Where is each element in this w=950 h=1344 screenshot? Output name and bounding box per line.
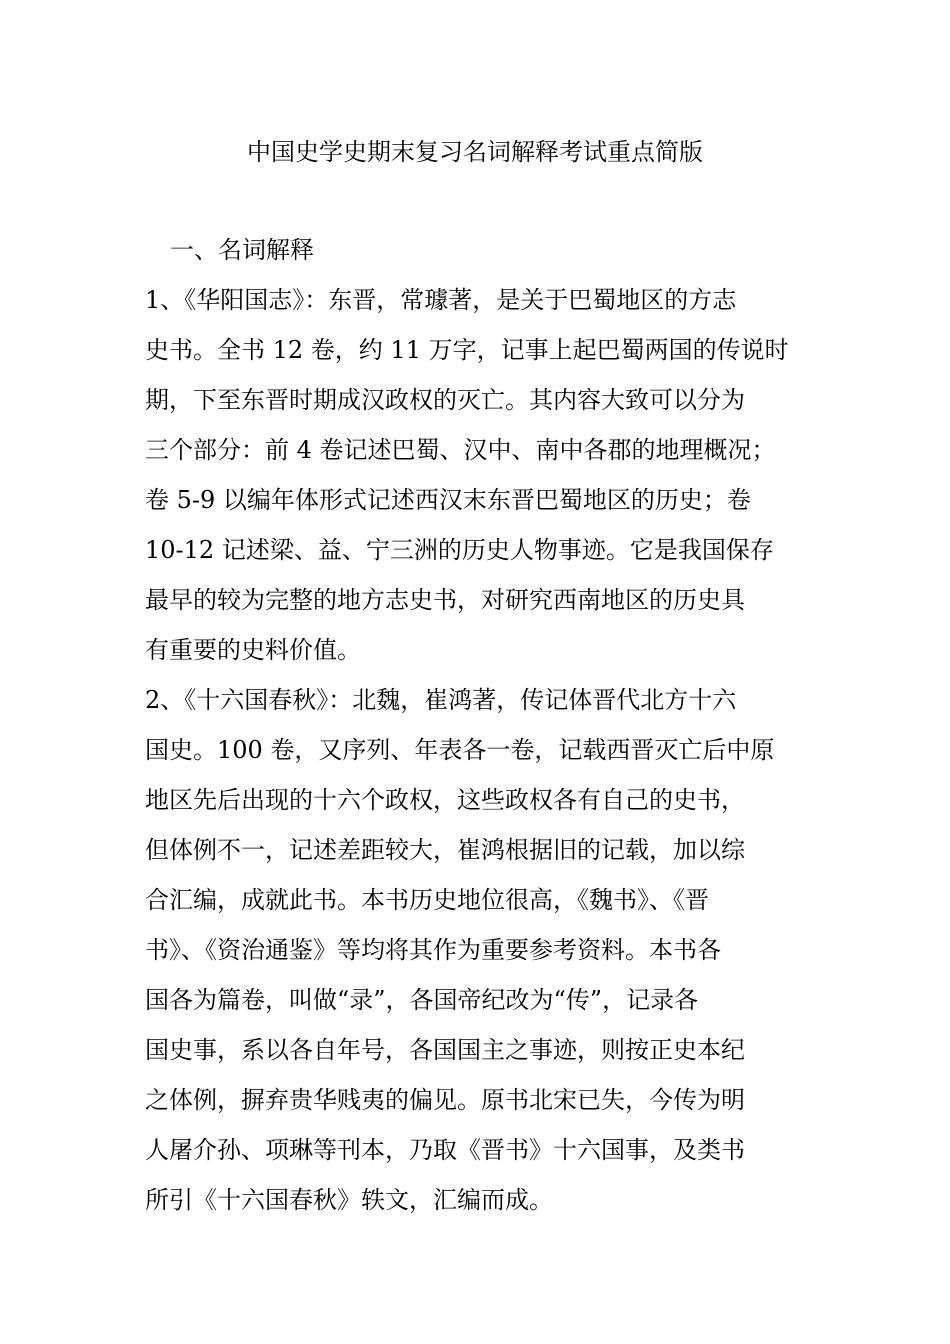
paragraph-line: 卷 5-9 以编年体形式记述西汉末东晋巴蜀地区的历史；卷	[145, 486, 751, 514]
paragraph-line: 国史事，系以各自年号，各国国主之事迹，则按正史本纪	[145, 1036, 745, 1064]
paragraph-line: 所引《十六国春秋》轶文，汇编而成。	[145, 1186, 553, 1214]
document-title: 中国史学史期末复习名词解释考试重点简版	[247, 138, 703, 166]
paragraph-line: 国史。100 卷，又序列、年表各一卷，记载西晋灭亡后中原	[145, 736, 775, 764]
paragraph-line: 最早的较为完整的地方志史书，对研究西南地区的历史具	[145, 586, 745, 614]
paragraph-line: 1、《华阳国志》：东晋，常璩著，是关于巴蜀地区的方志	[145, 286, 737, 314]
paragraph-line: 但体例不一，记述差距较大，崔鸿根据旧的记载，加以综	[145, 836, 745, 864]
paragraph-line: 人屠介孙、项琳等刊本，乃取《晋书》十六国事，及类书	[145, 1136, 745, 1164]
paragraph-line: 地区先后出现的十六个政权，这些政权各有自己的史书，	[145, 786, 745, 814]
paragraph-line: 之体例，摒弃贵华贱夷的偏见。原书北宋已失，今传为明	[145, 1086, 745, 1114]
paragraph-line: 有重要的史料价值。	[145, 636, 361, 664]
paragraph-line: 合汇编，成就此书。本书历史地位很高，《魏书》、《晋	[145, 886, 709, 914]
paragraph-line: 2、《十六国春秋》：北魏，崔鸿著，传记体晋代北方十六	[145, 686, 737, 714]
paragraph-line: 史书。全书 12 卷，约 11 万字，记事上起巴蜀两国的传说时	[145, 336, 789, 364]
paragraph-line: 10-12 记述梁、益、宁三洲的历史人物事迹。它是我国保存	[145, 536, 774, 564]
paragraph-line: 国各为篇卷，叫做“录”，各国帝纪改为“传”，记录各	[145, 986, 699, 1014]
paragraph-line: 三个部分：前 4 卷记述巴蜀、汉中、南中各郡的地理概况；	[145, 436, 776, 464]
section-heading: 一、名词解释	[170, 236, 314, 264]
paragraph-line: 期，下至东晋时期成汉政权的灭亡。其内容大致可以分为	[145, 386, 745, 414]
paragraph-line: 书》、《资治通鉴》等均将其作为重要参考资料。本书各	[145, 936, 721, 964]
